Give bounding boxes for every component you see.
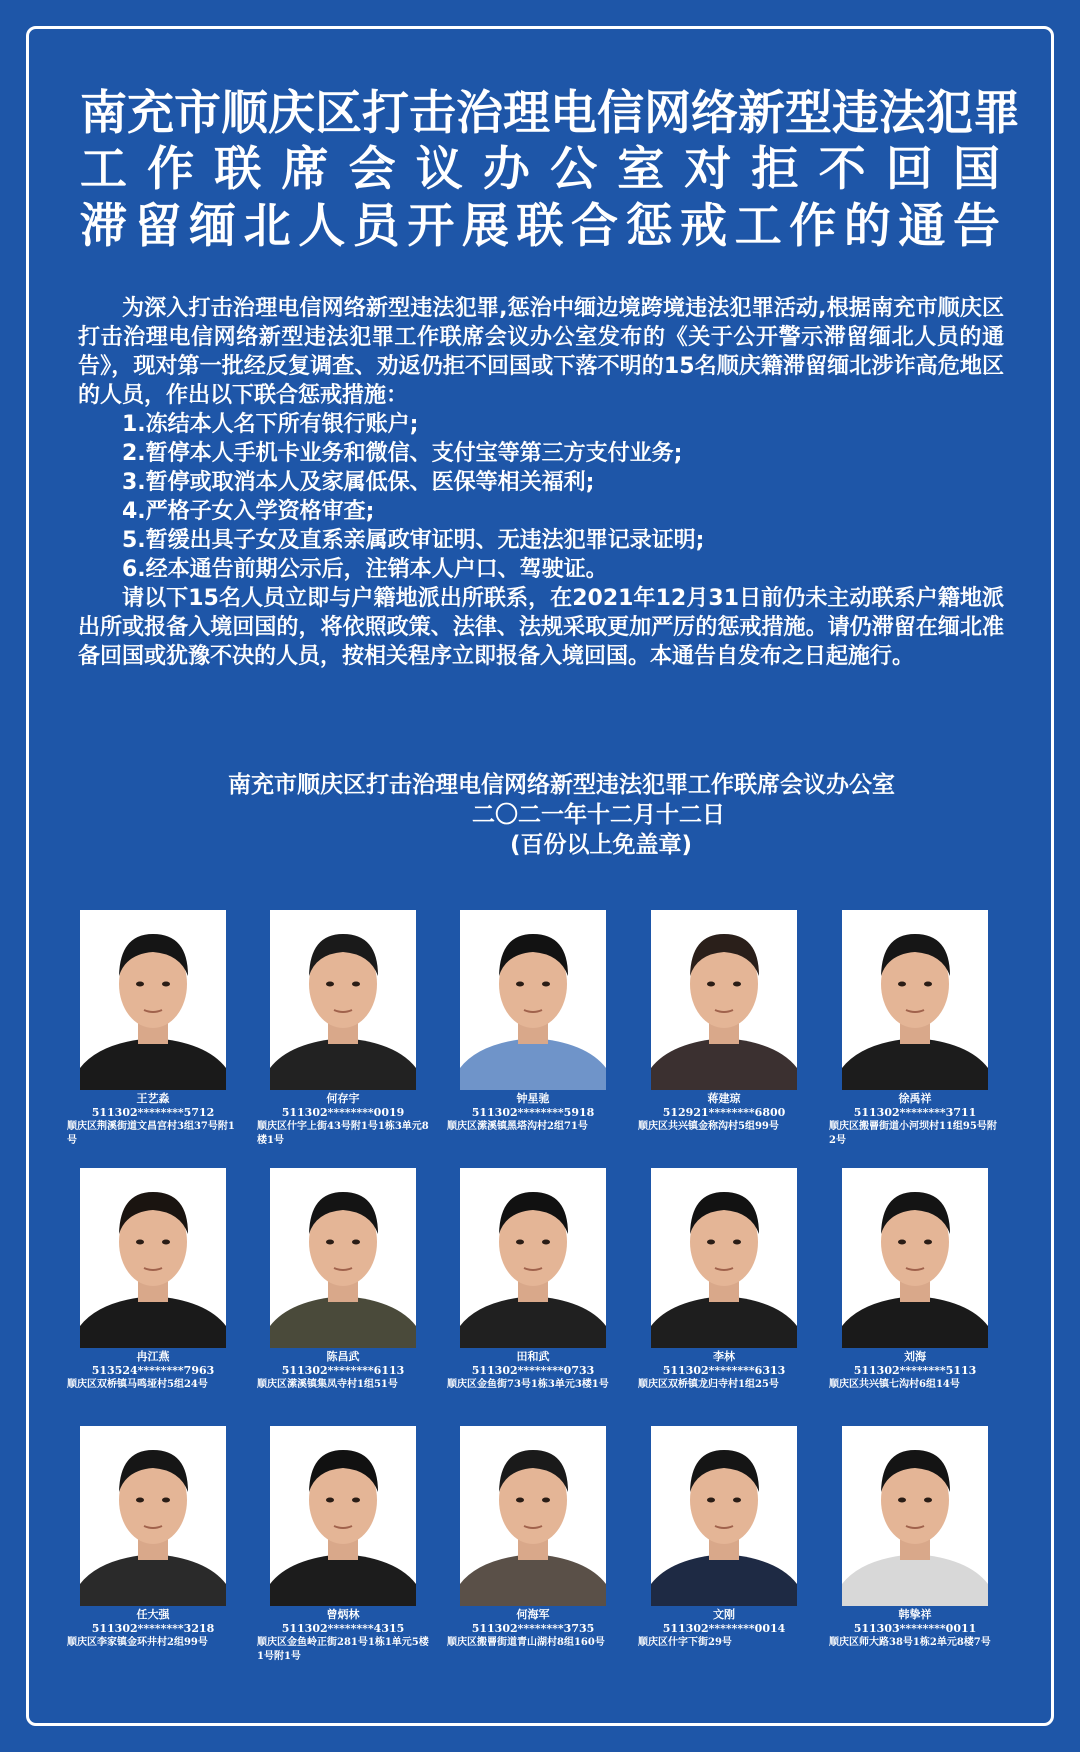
person-photo — [270, 910, 416, 1090]
portrait-silhouette-icon — [842, 1168, 988, 1348]
portrait-silhouette-icon — [270, 1426, 416, 1606]
person-id-number: 511302********5918 — [471, 1106, 595, 1119]
person-address: 顺庆区李家镇金环井村2组99号 — [67, 1637, 208, 1648]
person-card — [63, 910, 243, 1148]
intro-paragraph: 为深入打击治理电信网络新型违法犯罪,惩治中缅边境跨境违法犯罪活动,根据南充市顺庆区打击治理电信网络新型违法犯罪工作联席会议办公室发布的《关于公开警示滞留缅北人员的通告》，现对第一批经反复调查、劝返仍拒不回国或下落不明的15名顺庆籍滞留缅北涉诈高危地区的人员，作出以下联合惩戒措施： — [78, 296, 1004, 408]
person-photo — [80, 1426, 226, 1606]
person-photo — [460, 910, 606, 1090]
person-address: 顺庆区什字下街29号 — [638, 1637, 732, 1648]
person-id-number: 511303********0011 — [853, 1622, 977, 1635]
person-name: 曾炳林 — [326, 1608, 360, 1621]
person-photo — [80, 1168, 226, 1348]
person-address: 顺庆区共兴镇七沟村6组14号 — [829, 1379, 960, 1390]
person-address: 顺庆区潆溪镇黑塔沟村2组71号 — [447, 1121, 588, 1132]
person-photo — [80, 910, 226, 1090]
person-name: 任大强 — [136, 1608, 170, 1621]
portrait-silhouette-icon — [80, 1426, 226, 1606]
person-photo — [842, 1426, 988, 1606]
person-photo — [270, 1426, 416, 1606]
person-card — [634, 1168, 814, 1392]
person-card — [634, 1426, 814, 1650]
person-photo — [651, 1168, 797, 1348]
person-card — [443, 1168, 623, 1392]
person-name: 陈昌武 — [326, 1350, 360, 1363]
person-address: 顺庆区师大路38号1栋2单元8楼7号 — [829, 1637, 991, 1648]
person-card — [825, 1168, 1005, 1392]
measure-item: 4.严格子女入学资格审查; — [122, 499, 375, 524]
portrait-silhouette-icon — [651, 1426, 797, 1606]
person-id-number: 511302********5712 — [91, 1106, 215, 1119]
person-id-number: 511302********3735 — [471, 1622, 595, 1635]
person-address: 顺庆区搬罾街道小河坝村11组95号附2号 — [829, 1121, 997, 1146]
person-id-number: 511302********5113 — [853, 1364, 977, 1377]
person-photo — [460, 1426, 606, 1606]
person-card — [63, 1426, 243, 1650]
portrait-silhouette-icon — [80, 1168, 226, 1348]
measure-item: 3.暂停或取消本人及家属低保、医保等相关福利; — [122, 470, 595, 495]
person-id-number: 511302********0733 — [471, 1364, 595, 1377]
person-name: 何存宇 — [326, 1092, 360, 1105]
person-name: 王艺淼 — [136, 1092, 170, 1105]
person-card — [443, 1426, 623, 1650]
person-address: 顺庆区潆溪镇集凤寺村1组51号 — [257, 1379, 398, 1390]
person-name: 文刚 — [713, 1608, 735, 1621]
person-card — [253, 1168, 433, 1392]
person-address: 顺庆区搬罾街道青山湖村8组160号 — [447, 1637, 605, 1648]
person-id-number: 511302********4315 — [281, 1622, 405, 1635]
person-id-number: 511302********3218 — [91, 1622, 215, 1635]
portrait-silhouette-icon — [460, 1168, 606, 1348]
person-card — [63, 1168, 243, 1392]
person-card — [443, 910, 623, 1134]
person-id-number: 511302********0014 — [662, 1622, 786, 1635]
person-name: 何海军 — [516, 1608, 550, 1621]
title-line-2: 工作联席会议办公室对拒不回国 — [80, 142, 1000, 197]
person-address: 顺庆区金鱼街73号1栋3单元3楼1号 — [447, 1379, 609, 1390]
person-photo — [842, 1168, 988, 1348]
person-address: 顺庆区金鱼岭正街281号1栋1单元5楼1号附1号 — [257, 1637, 429, 1662]
person-address: 顺庆区双桥镇龙归寺村1组25号 — [638, 1379, 779, 1390]
person-id-number: 511302********0019 — [281, 1106, 405, 1119]
title-line-3: 滞留缅北人员开展联合惩戒工作的通告 — [80, 199, 1000, 254]
person-photo — [842, 910, 988, 1090]
portrait-silhouette-icon — [651, 1168, 797, 1348]
portrait-silhouette-icon — [460, 910, 606, 1090]
person-photo — [460, 1168, 606, 1348]
person-name: 田和武 — [516, 1350, 550, 1363]
person-name: 冉江燕 — [136, 1350, 170, 1363]
person-id-number: 511302********6313 — [662, 1364, 786, 1377]
notice-body — [78, 294, 1004, 671]
person-card — [253, 910, 433, 1148]
person-name: 徐禹祥 — [898, 1092, 932, 1105]
person-id-number: 511302********6113 — [281, 1364, 405, 1377]
person-photo — [651, 910, 797, 1090]
person-photo — [270, 1168, 416, 1348]
signature-org: 南充市顺庆区打击治理电信网络新型违法犯罪工作联席会议办公室 — [228, 772, 895, 798]
person-id-number: 513524********7963 — [91, 1364, 215, 1377]
person-name: 韩挚祥 — [898, 1608, 932, 1621]
person-photo — [651, 1426, 797, 1606]
portrait-silhouette-icon — [842, 910, 988, 1090]
signature-date: 二〇二一年十二月十二日 — [472, 802, 725, 828]
person-card — [825, 910, 1005, 1148]
portrait-silhouette-icon — [651, 910, 797, 1090]
closing-paragraph: 请以下15名人员立即与户籍地派出所联系，在2021年12月31日前仍未主动联系户籍地派出所或报备入境回国的，将依照政策、法律、法规采取更加严厉的惩戒措施。请仍滞留在缅北准备回国或犹豫不决的人员，按相关程序立即报备入境回国。本通告自发布之日起施行。 — [78, 586, 1004, 669]
person-card — [634, 910, 814, 1134]
portrait-silhouette-icon — [270, 910, 416, 1090]
portrait-silhouette-icon — [842, 1426, 988, 1606]
person-id-number: 512921********6800 — [662, 1106, 786, 1119]
person-name: 钟星驰 — [516, 1092, 550, 1105]
measure-item: 5.暂缓出具子女及直系亲属政审证明、无违法犯罪记录证明; — [122, 528, 705, 553]
person-name: 蒋建琼 — [707, 1092, 741, 1105]
measure-item: 2.暂停本人手机卡业务和微信、支付宝等第三方支付业务; — [122, 441, 683, 466]
signature-note: (百份以上免盖章) — [510, 832, 693, 858]
person-name: 刘海 — [904, 1350, 926, 1363]
measure-item: 6.经本通告前期公示后，注销本人户口、驾驶证。 — [122, 557, 608, 582]
person-id-number: 511302********3711 — [853, 1106, 977, 1119]
person-address: 顺庆区荆溪街道文昌宫村3组37号附1号 — [67, 1121, 235, 1146]
person-card — [825, 1426, 1005, 1650]
portrait-silhouette-icon — [460, 1426, 606, 1606]
person-address: 顺庆区共兴镇金称沟村5组99号 — [638, 1121, 779, 1132]
measure-item: 1.冻结本人名下所有银行账户; — [122, 412, 419, 437]
portrait-silhouette-icon — [270, 1168, 416, 1348]
person-address: 顺庆区双桥镇马鸣垭村5组24号 — [67, 1379, 208, 1390]
portrait-silhouette-icon — [80, 910, 226, 1090]
person-name: 李林 — [713, 1350, 735, 1363]
person-card — [253, 1426, 433, 1664]
title-line-1: 南充市顺庆区打击治理电信网络新型违法犯罪 — [80, 86, 1020, 141]
person-address: 顺庆区什字上街43号附1号1栋3单元8楼1号 — [257, 1121, 429, 1146]
